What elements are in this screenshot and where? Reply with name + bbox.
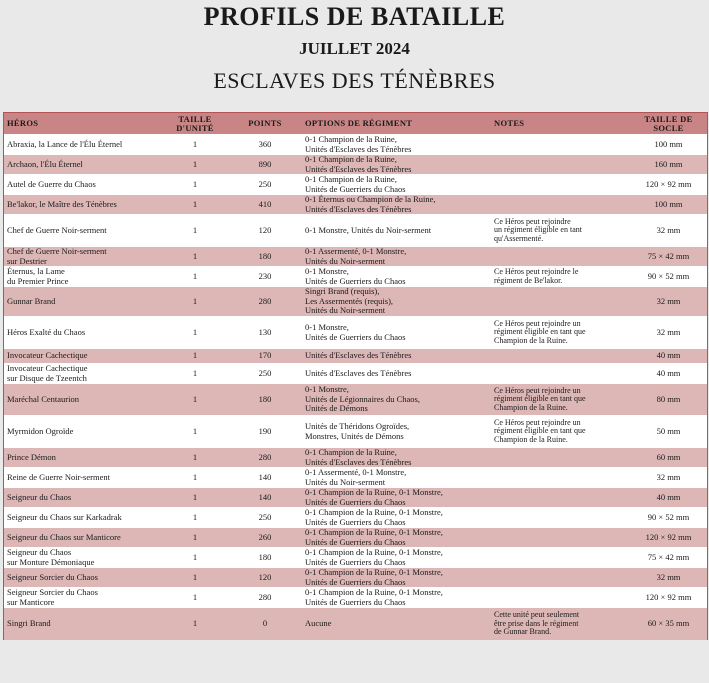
points-cell: 230	[228, 267, 302, 287]
regiment-options-cell: 0-1 Champion de la Ruine, Unités d'Esclaves des Ténèbres	[302, 135, 491, 155]
points-cell: 250	[228, 175, 302, 195]
points-cell: 360	[228, 135, 302, 155]
notes-cell	[491, 568, 630, 588]
col-header-heroes: HÉROS	[4, 113, 162, 135]
hero-name-cell: Be'lakor, le Maître des Ténèbres	[4, 195, 162, 215]
points-cell: 250	[228, 508, 302, 528]
base-size-cell: 75 × 42 mm	[630, 548, 707, 568]
page-date: JUILLET 2024	[299, 39, 410, 58]
col-header-notes: NOTES	[491, 113, 630, 135]
points-cell: 170	[228, 349, 302, 364]
points-cell: 890	[228, 155, 302, 175]
unit-size-cell: 1	[162, 588, 228, 608]
base-size-cell: 60 × 35 mm	[630, 608, 707, 640]
unit-size-cell: 1	[162, 135, 228, 155]
base-size-cell: 60 mm	[630, 448, 707, 468]
hero-name-cell: Héros Exalté du Chaos	[4, 317, 162, 349]
points-cell: 120	[228, 568, 302, 588]
notes-cell: Ce Héros peut rejoindre un régiment éligible en tant qu'Assermenté.	[491, 215, 630, 247]
table-row	[4, 215, 707, 247]
hero-name-cell: Myrmidon Ogroïde	[4, 416, 162, 448]
battle-profiles-table	[3, 112, 708, 640]
hero-name-cell: Chef de Guerre Noir-serment sur Destrier	[4, 247, 162, 267]
regiment-options-cell: Unités d'Esclaves des Ténèbres	[302, 349, 491, 364]
base-size-cell: 120 × 92 mm	[630, 528, 707, 548]
notes-cell	[491, 528, 630, 548]
base-size-cell: 32 mm	[630, 215, 707, 247]
hero-name-cell: Autel de Guerre du Chaos	[4, 175, 162, 195]
hero-name-cell: Archaon, l'Élu Éternel	[4, 155, 162, 175]
unit-size-cell: 1	[162, 608, 228, 640]
regiment-options-cell: Unités de Théridons Ogroïdes, Monstres, Unités de Démons	[302, 416, 491, 448]
points-cell: 410	[228, 195, 302, 215]
table-row	[4, 384, 707, 416]
regiment-options-cell: 0-1 Monstre, Unités de Guerriers du Chaos	[302, 317, 491, 349]
regiment-options-cell: 0-1 Monstre, Unités de Guerriers du Chaos	[302, 267, 491, 287]
notes-cell	[491, 508, 630, 528]
regiment-options-cell: Singri Brand (requis), Les Assermentés (requis), Unités du Noir-serment	[302, 287, 491, 317]
regiment-options-cell: 0-1 Assermenté, 0-1 Monstre, Unités du Noir-serment	[302, 468, 491, 488]
notes-cell	[491, 488, 630, 508]
points-cell: 260	[228, 528, 302, 548]
base-size-cell: 40 mm	[630, 364, 707, 384]
table-row	[4, 416, 707, 448]
hero-name-cell: Invocateur Cachectique	[4, 349, 162, 364]
base-size-cell: 32 mm	[630, 317, 707, 349]
notes-cell: Ce Héros peut rejoindre un régiment éligible en tant que Champion de la Ruine.	[491, 416, 630, 448]
unit-size-cell: 1	[162, 267, 228, 287]
table-row	[4, 608, 707, 640]
table-row	[4, 488, 707, 508]
unit-size-cell: 1	[162, 349, 228, 364]
notes-cell	[491, 175, 630, 195]
base-size-cell: 50 mm	[630, 416, 707, 448]
hero-name-cell: Maréchal Centaurion	[4, 384, 162, 416]
notes-cell: Ce Héros peut rejoindre le régiment de Be'lakor.	[491, 267, 630, 287]
hero-name-cell: Éternus, la Lame du Premier Prince	[4, 267, 162, 287]
hero-name-cell: Seigneur du Chaos sur Manticore	[4, 528, 162, 548]
notes-cell	[491, 468, 630, 488]
points-cell: 180	[228, 548, 302, 568]
regiment-options-cell: 0-1 Champion de la Ruine, Unités d'Esclaves des Ténèbres	[302, 448, 491, 468]
regiment-options-cell: 0-1 Champion de la Ruine, 0-1 Monstre, Unités de Guerriers du Chaos	[302, 568, 491, 588]
unit-size-cell: 1	[162, 384, 228, 416]
notes-cell: Ce Héros peut rejoindre un régiment éligible en tant que Champion de la Ruine.	[491, 317, 630, 349]
hero-name-cell: Prince Démon	[4, 448, 162, 468]
table-row	[4, 548, 707, 568]
unit-size-cell: 1	[162, 287, 228, 317]
base-size-cell: 32 mm	[630, 568, 707, 588]
base-size-cell: 120 × 92 mm	[630, 588, 707, 608]
table-row	[4, 267, 707, 287]
hero-name-cell: Seigneur du Chaos sur Monture Démoniaque	[4, 548, 162, 568]
regiment-options-cell: 0-1 Monstre, Unités de Légionnaires du Chaos, Unités de Démons	[302, 384, 491, 416]
unit-size-cell: 1	[162, 155, 228, 175]
regiment-options-cell: 0-1 Champion de la Ruine, 0-1 Monstre, Unités de Guerriers du Chaos	[302, 508, 491, 528]
page-title: PROFILS DE BATAILLE	[203, 2, 506, 31]
notes-cell	[491, 588, 630, 608]
notes-cell	[491, 247, 630, 267]
base-size-cell: 75 × 42 mm	[630, 247, 707, 267]
unit-size-cell: 1	[162, 215, 228, 247]
unit-size-cell: 1	[162, 195, 228, 215]
regiment-options-cell: 0-1 Champion de la Ruine, Unités de Guerriers du Chaos	[302, 175, 491, 195]
hero-name-cell: Seigneur du Chaos	[4, 488, 162, 508]
notes-cell: Cette unité peut seulement être prise dans le régiment de Gunnar Brand.	[491, 608, 630, 640]
hero-name-cell: Seigneur Sorcier du Chaos	[4, 568, 162, 588]
points-cell: 130	[228, 317, 302, 349]
points-cell: 250	[228, 364, 302, 384]
hero-name-cell: Singri Brand	[4, 608, 162, 640]
table-row	[4, 468, 707, 488]
points-cell: 190	[228, 416, 302, 448]
hero-name-cell: Reine de Guerre Noir-serment	[4, 468, 162, 488]
regiment-options-cell: 0-1 Champion de la Ruine, 0-1 Monstre, Unités de Guerriers du Chaos	[302, 528, 491, 548]
points-cell: 280	[228, 448, 302, 468]
notes-cell	[491, 287, 630, 317]
unit-size-cell: 1	[162, 508, 228, 528]
base-size-cell: 32 mm	[630, 287, 707, 317]
notes-cell: Ce Héros peut rejoindre un régiment éligible en tant que Champion de la Ruine.	[491, 384, 630, 416]
regiment-options-cell: 0-1 Champion de la Ruine, 0-1 Monstre, Unités de Guerriers du Chaos	[302, 488, 491, 508]
table-row	[4, 349, 707, 364]
base-size-cell: 80 mm	[630, 384, 707, 416]
points-cell: 280	[228, 287, 302, 317]
notes-cell	[491, 195, 630, 215]
notes-cell	[491, 155, 630, 175]
base-size-cell: 90 × 52 mm	[630, 508, 707, 528]
col-header-base-size: TAILLE DE SOCLE	[630, 113, 707, 135]
unit-size-cell: 1	[162, 317, 228, 349]
regiment-options-cell: Aucune	[302, 608, 491, 640]
table-row	[4, 448, 707, 468]
table-row	[4, 135, 707, 155]
unit-size-cell: 1	[162, 548, 228, 568]
base-size-cell: 40 mm	[630, 488, 707, 508]
table-row	[4, 568, 707, 588]
hero-name-cell: Seigneur Sorcier du Chaos sur Manticore	[4, 588, 162, 608]
points-cell: 180	[228, 384, 302, 416]
faction-title: ESCLAVES DES TÉNÈBRES	[213, 68, 496, 93]
table-row	[4, 287, 707, 317]
points-cell: 120	[228, 215, 302, 247]
table-row	[4, 528, 707, 548]
notes-cell	[491, 448, 630, 468]
table-row	[4, 247, 707, 267]
base-size-cell: 120 × 92 mm	[630, 175, 707, 195]
hero-name-cell: Invocateur Cachectique sur Disque de Tzeentch	[4, 364, 162, 384]
unit-size-cell: 1	[162, 448, 228, 468]
table-header-row	[4, 113, 707, 135]
unit-size-cell: 1	[162, 247, 228, 267]
regiment-options-cell: 0-1 Monstre, Unités du Noir-serment	[302, 215, 491, 247]
col-header-regiment-options: OPTIONS DE RÉGIMENT	[302, 113, 491, 135]
table-row	[4, 588, 707, 608]
unit-size-cell: 1	[162, 468, 228, 488]
notes-cell	[491, 135, 630, 155]
notes-cell	[491, 349, 630, 364]
notes-cell	[491, 548, 630, 568]
hero-name-cell: Seigneur du Chaos sur Karkadrak	[4, 508, 162, 528]
points-cell: 140	[228, 468, 302, 488]
notes-cell	[491, 364, 630, 384]
points-cell: 140	[228, 488, 302, 508]
base-size-cell: 40 mm	[630, 349, 707, 364]
table-row	[4, 155, 707, 175]
unit-size-cell: 1	[162, 416, 228, 448]
table-row	[4, 195, 707, 215]
hero-name-cell: Abraxia, la Lance de l'Élu Éternel	[4, 135, 162, 155]
regiment-options-cell: 0-1 Champion de la Ruine, Unités d'Esclaves des Ténèbres	[302, 155, 491, 175]
unit-size-cell: 1	[162, 175, 228, 195]
table-row	[4, 317, 707, 349]
table-row	[4, 175, 707, 195]
col-header-points: POINTS	[228, 113, 302, 135]
regiment-options-cell: 0-1 Éternus ou Champion de la Ruine, Unités d'Esclaves des Ténèbres	[302, 195, 491, 215]
base-size-cell: 32 mm	[630, 468, 707, 488]
regiment-options-cell: 0-1 Champion de la Ruine, 0-1 Monstre, Unités de Guerriers du Chaos	[302, 588, 491, 608]
base-size-cell: 100 mm	[630, 135, 707, 155]
regiment-options-cell: Unités d'Esclaves des Ténèbres	[302, 364, 491, 384]
regiment-options-cell: 0-1 Assermenté, 0-1 Monstre, Unités du Noir-serment	[302, 247, 491, 267]
unit-size-cell: 1	[162, 488, 228, 508]
base-size-cell: 100 mm	[630, 195, 707, 215]
base-size-cell: 160 mm	[630, 155, 707, 175]
table-row	[4, 508, 707, 528]
regiment-options-cell: 0-1 Champion de la Ruine, 0-1 Monstre, Unités de Guerriers du Chaos	[302, 548, 491, 568]
unit-size-cell: 1	[162, 528, 228, 548]
col-header-unit-size: TAILLE D'UNITÉ	[162, 113, 228, 135]
table-row	[4, 364, 707, 384]
hero-name-cell: Gunnar Brand	[4, 287, 162, 317]
base-size-cell: 90 × 52 mm	[630, 267, 707, 287]
points-cell: 180	[228, 247, 302, 267]
points-cell: 0	[228, 608, 302, 640]
points-cell: 280	[228, 588, 302, 608]
unit-size-cell: 1	[162, 364, 228, 384]
hero-name-cell: Chef de Guerre Noir-serment	[4, 215, 162, 247]
unit-size-cell: 1	[162, 568, 228, 588]
